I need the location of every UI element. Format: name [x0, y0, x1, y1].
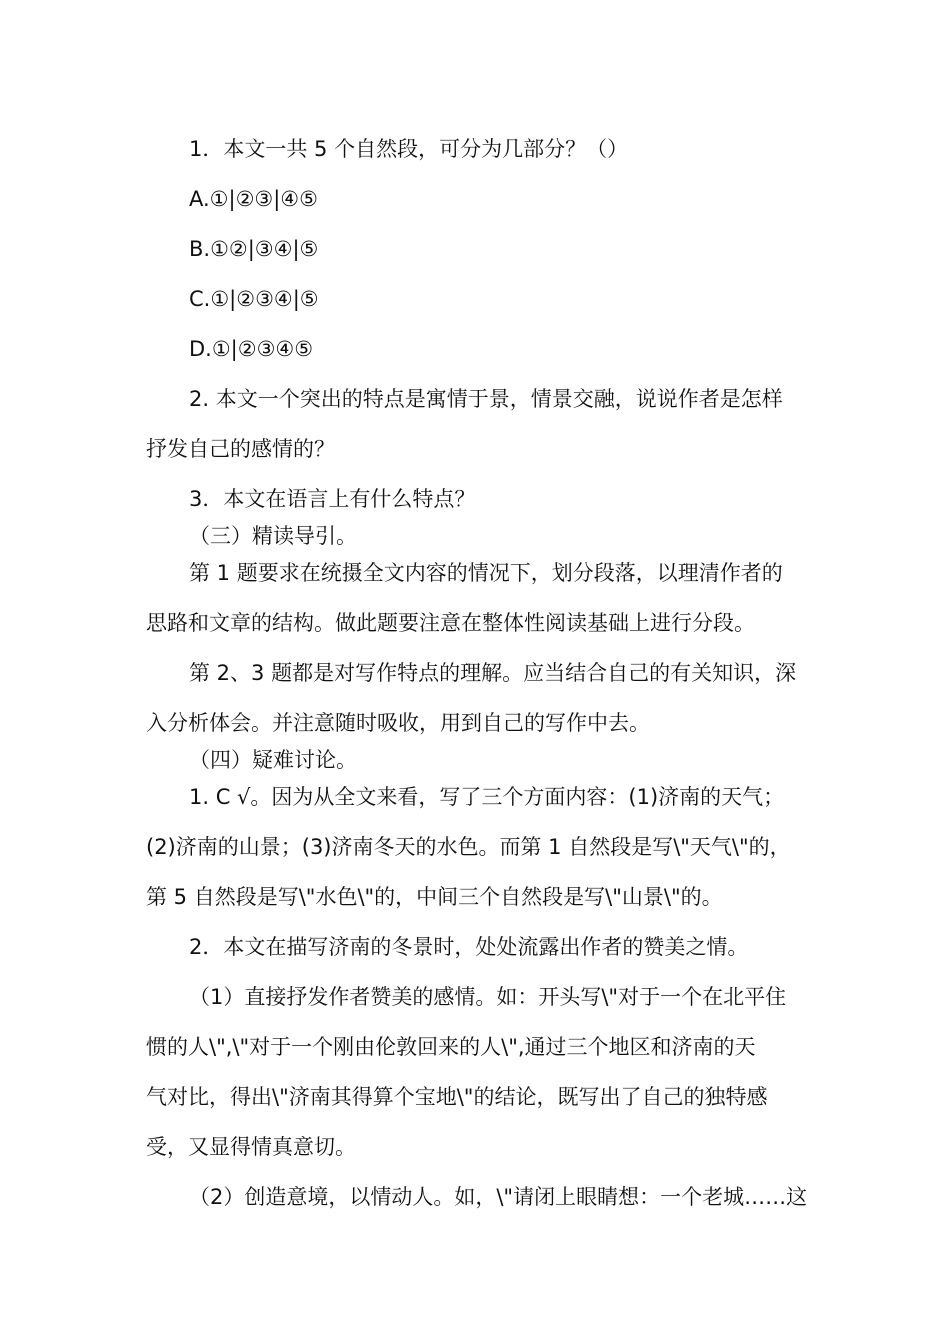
- option-d: D.①|②③④⑤: [189, 337, 314, 361]
- guide-paragraph-1: 第 1 题要求在统摄全文内容的情况下，划分段落，以理清作者的: [189, 561, 783, 585]
- section-heading-4: （四）疑难讨论。: [189, 748, 357, 772]
- answer-2-point-1-cont-3: 受，又显得情真意切。: [146, 1135, 356, 1159]
- answer-2-point-1: （1）直接抒发作者赞美的感情。如：开头写\"对于一个在北平住: [189, 985, 787, 1009]
- answer-1: 1. C √。因为从全文来看，写了三个方面内容：(1)济南的天气；: [189, 785, 785, 809]
- question-3: 3．本文在语言上有什么特点？: [189, 487, 476, 511]
- answer-2: 2．本文在描写济南的冬景时，处处流露出作者的赞美之情。: [189, 935, 749, 959]
- guide-paragraph-2-cont: 入分析体会。并注意随时吸收，用到自己的写作中去。: [146, 711, 650, 735]
- answer-2-point-1-cont-1: 惯的人\",\"对于一个刚由伦敦回来的人\",通过三个地区和济南的天: [146, 1035, 756, 1059]
- answer-2-point-2: （2）创造意境，以情动人。如，\"请闭上眼睛想：一个老城……这: [189, 1185, 808, 1209]
- option-c: C.①|②③④|⑤: [189, 287, 319, 311]
- answer-1-cont-1: (2)济南的山景；(3)济南冬天的水色。而第 1 自然段是写\"天气\"的，: [146, 835, 791, 859]
- answer-2-point-1-cont-2: 气对比，得出\"济南其得算个宝地\"的结论，既写出了自己的独特感: [146, 1085, 768, 1109]
- question-2: 2. 本文一个突出的特点是寓情于景，情景交融，说说作者是怎样: [189, 387, 783, 411]
- option-a: A.①|②③|④⑤: [189, 187, 318, 211]
- question-2-cont: 抒发自己的感情的？: [146, 437, 335, 461]
- guide-paragraph-2: 第 2、3 题都是对写作特点的理解。应当结合自己的有关知识，深: [189, 661, 797, 685]
- section-heading-3: （三）精读导引。: [189, 524, 357, 548]
- option-b: B.①②|③④|⑤: [189, 237, 319, 261]
- guide-paragraph-1-cont: 思路和文章的结构。做此题要注意在整体性阅读基础上进行分段。: [146, 611, 755, 635]
- answer-1-cont-2: 第 5 自然段是写\"水色\"的，中间三个自然段是写\"山景\"的。: [146, 885, 723, 909]
- question-1: 1．本文一共 5 个自然段，可分为几部分？（）: [189, 137, 629, 161]
